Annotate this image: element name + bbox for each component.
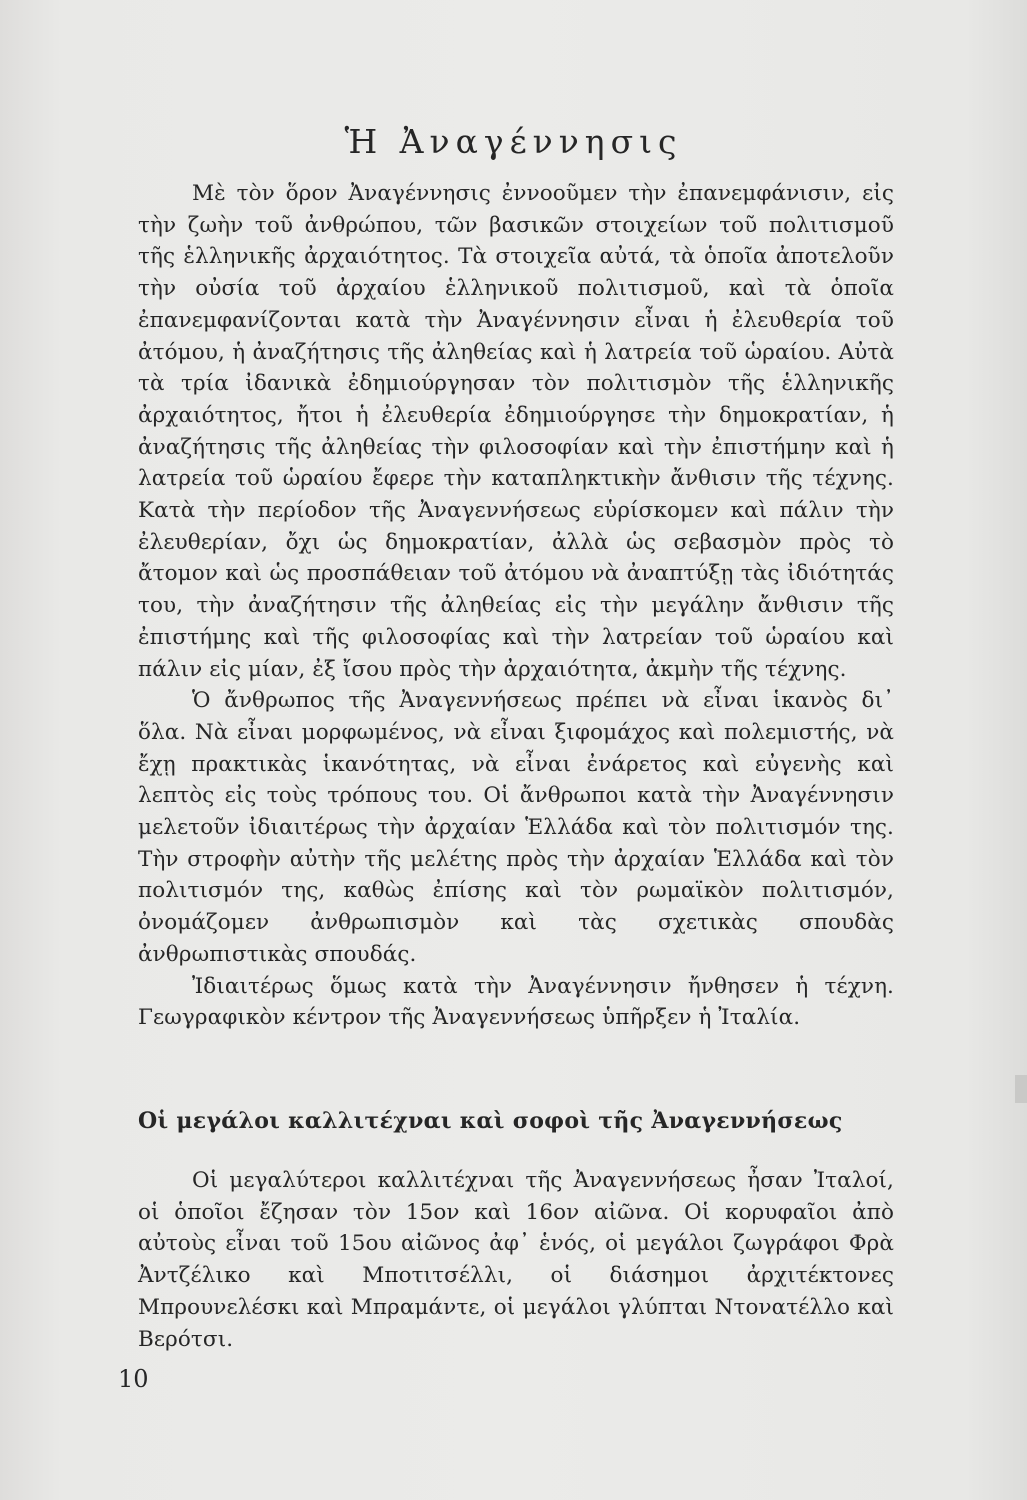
paragraph-intro: Μὲ τὸν ὅρον Ἀναγέννησις ἐννοοῦμεν τὴν ἐπανεμφάνισιν, εἰς τὴν ζωὴν τοῦ ἀνθρώπου, τῶν βασικῶν στοιχείων τοῦ πολιτισμοῦ τῆς ἑλληνικῆς ἀρχαιότητος. Τὰ στοιχεῖα αὐτά, τὰ ὁποῖα ἀποτελοῦν τὴν οὐσία τοῦ ἀρχαίου ἑλληνικοῦ πολιτισμοῦ, καὶ τὰ ὁποῖα ἐπανεμφανίζονται κατὰ τὴν Ἀναγέννησιν εἶναι ἡ ἐλευθερία τοῦ ἀτόμου, ἡ ἀναζήτησις τῆς ἀληθείας καὶ ἡ λατρεία τοῦ ὡραίου. Αὐτὰ τὰ τρία ἰδανικὰ ἐδημιούργησαν τὸν πολιτισμὸν τῆς ἑλληνικῆς ἀρχαιότητος, ἤτοι ἡ ἐλευθερία ἐδημιούργησε τὴν δημοκρατίαν, ἡ ἀναζήτησις τῆς ἀληθείας τὴν φιλοσοφίαν καὶ τὴν ἐπιστήμην καὶ ἡ λατρεία τοῦ ὡραίου ἔφερε τὴν καταπληκτικὴν ἄνθισιν τῆς τέχνης. Κατὰ τὴν περίοδον τῆς Ἀναγεννήσεως εὑρίσκομεν καὶ πάλιν τὴν ἐλευθερίαν, ὄχι ὡς δημοκρατίαν, ἀλλὰ ὡς σεβασμὸν πρὸς τὸ ἄτομον καὶ ὡς προσπάθειαν τοῦ ἀτόμου νὰ ἀναπτύξῃ τὰς ἰδιότητάς του, τὴν ἀναζήτησιν τῆς ἀληθείας εἰς τὴν μεγάλην ἄνθισιν τῆς ἐπιστήμης καὶ τῆς φιλοσοφίας καὶ τὴν λατρείαν τοῦ ὡραίου καὶ πάλιν εἰς μίαν, ἐξ ἴσου πρὸς τὴν ἀρχαιότητα, ἀκμὴν τῆς τέχνης. [138,181,894,682]
page-number: 10 [118,1365,149,1393]
chapter-title: Ἡ Ἀναγέννησις [344,122,683,161]
section-text [138,1165,894,1355]
page-edge-mark [1015,1075,1027,1103]
paragraph-artists: Οἱ μεγαλύτεροι καλλιτέχναι τῆς Ἀναγεννήσεως ἦσαν Ἰταλοί, οἱ ὁποῖοι ἔζησαν τὸν 15ον καὶ 16ον αἰῶνα. Οἱ κορυφαῖοι ἀπὸ αὐτοὺς εἶναι τοῦ 15ου αἰῶνος ἀφ᾽ ἑνός, οἱ μεγάλοι ζωγράφοι Φρὰ Ἀντζέλικο καὶ Μποτιτσέλλι, οἱ διάσημοι ἀρχιτέκτονες Μπρουνελέσκι καὶ Μπραμάντε, οἱ μεγάλοι γλύπται Ντονατέλλο καὶ Βερότσι. [138,1168,894,1352]
main-text [138,178,894,1034]
section-heading: Οἱ μεγάλοι καλλιτέχναι καὶ σοφοὶ τῆς Ἀναγεννήσεως [138,1108,843,1134]
paragraph-renaissance-man: Ὁ ἄνθρωπος τῆς Ἀναγεννήσεως πρέπει νὰ εἶναι ἱκανὸς δι᾽ ὅλα. Νὰ εἶναι μορφωμένος, νὰ εἶναι ξιφομάχος καὶ πολεμιστής, νὰ ἔχῃ πρακτικὰς ἱκανότητας, νὰ εἶναι ἐνάρετος καὶ εὐγενὴς καὶ λεπτὸς εἰς τοὺς τρόπους του. Οἱ ἄνθρωποι κατὰ τὴν Ἀναγέννησιν μελετοῦν ἰδιαιτέρως τὴν ἀρχαίαν Ἑλλάδα καὶ τὸν πολιτισμόν της. Τὴν στροφὴν αὐτὴν τῆς μελέτης πρὸς τὴν ἀρχαίαν Ἑλλάδα καὶ τὸν πολιτισμόν της, καθὼς ἐπίσης καὶ τὸν ρωμαϊκὸν πολιτισμόν, ὀνομάζομεν ἀνθρωπισμὸν καὶ τὰς σχετικὰς σπουδὰς ἀνθρωπιστικὰς σπουδάς. [138,688,894,967]
paragraph-art-italy: Ἰδιαιτέρως ὅμως κατὰ τὴν Ἀναγέννησιν ἤνθησεν ἡ τέχνη. Γεωγραφικὸν κέντρον τῆς Ἀναγεννήσεως ὑπῆρξεν ἡ Ἰταλία. [138,973,894,1031]
